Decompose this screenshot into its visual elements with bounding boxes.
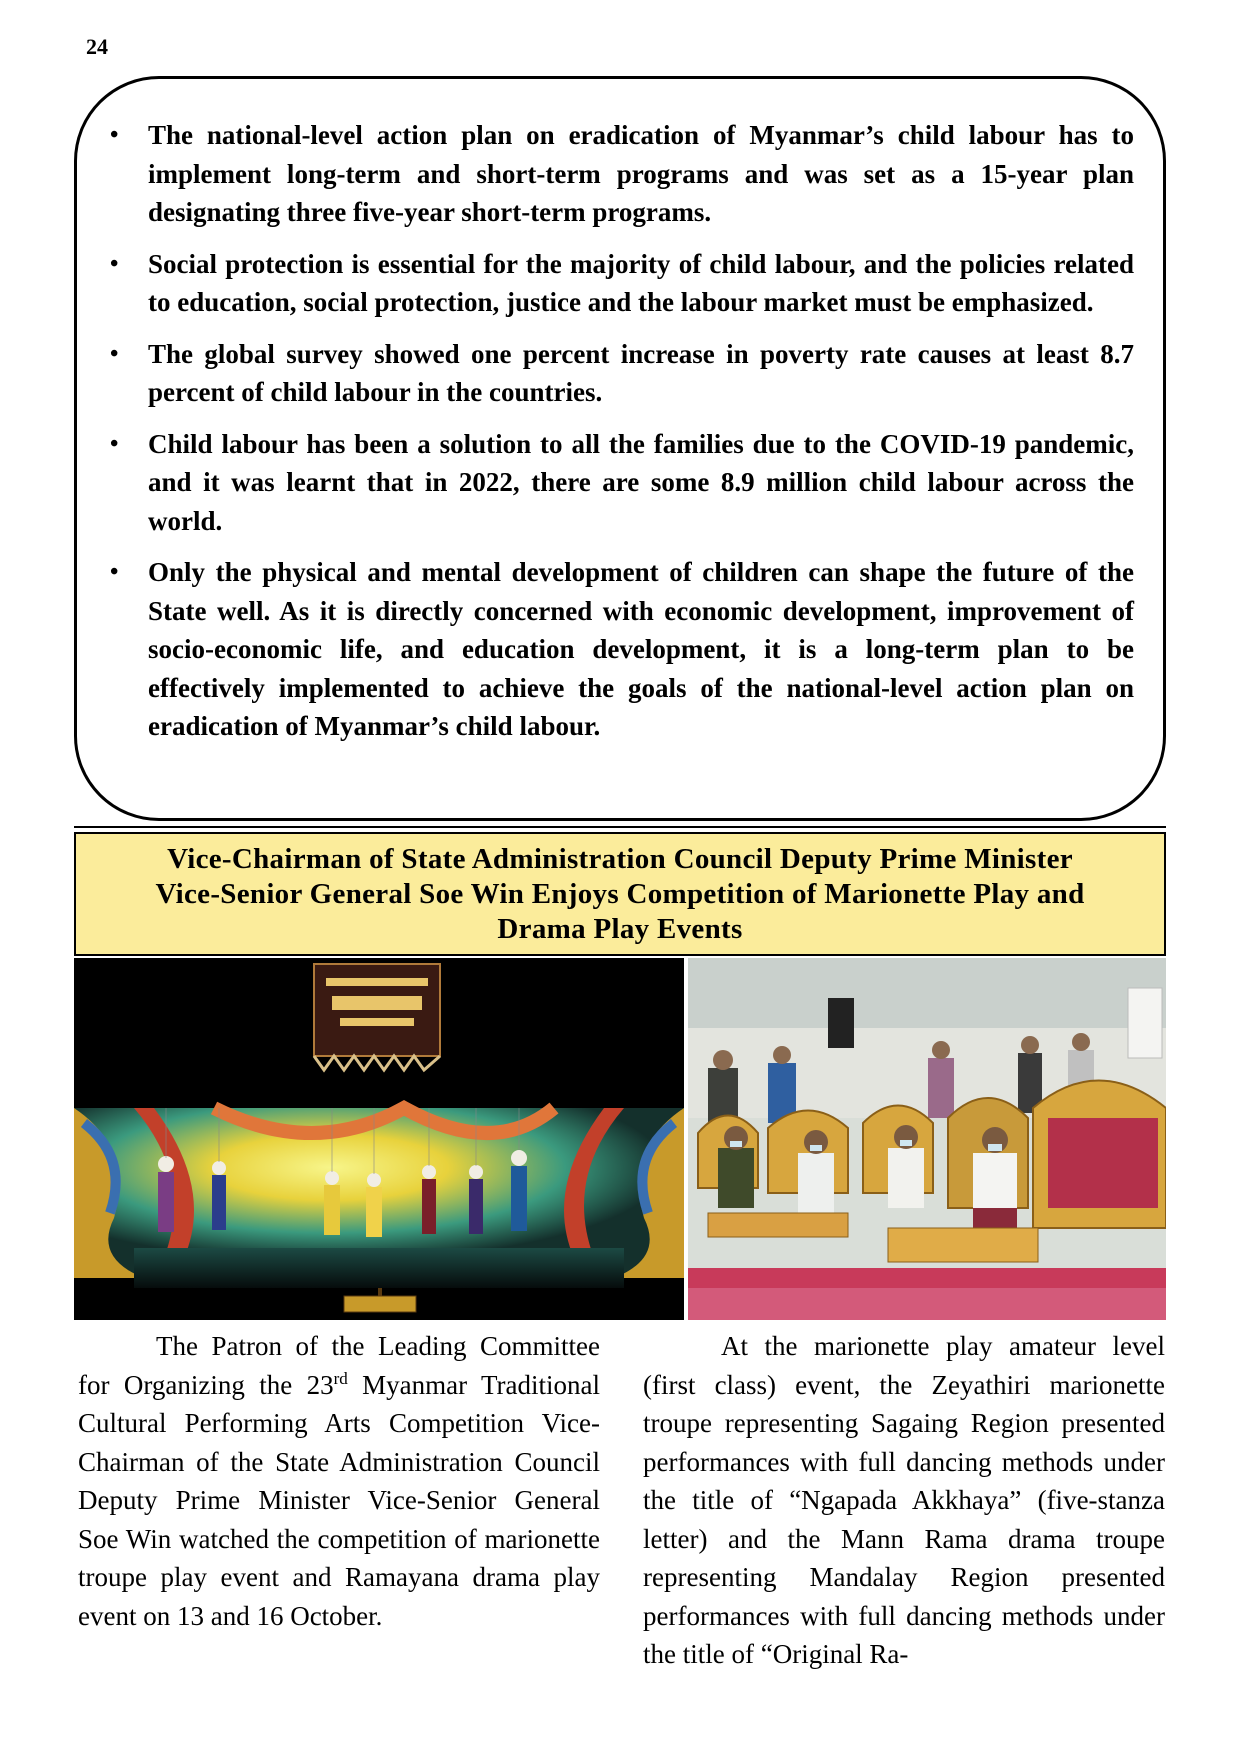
article-column-1	[78, 1327, 600, 1635]
key-point-5: • Only the physical and mental development of children can shape the future of the State well. As it is directly concerned with economic development, improvement of socio-economic life, and education development, it is a long-term plan to be effectively implemented to achieve the goals of the national-level action plan on eradication of Myanmar’s child labour.	[148, 553, 1134, 746]
paragraph-1-text: The Patron of the Leading Committee for Organizing the 23	[78, 1331, 600, 1400]
article-paragraph-2: At the marionette play amateur level (first class) event, the Zeyathiri marionette troupe representing Sagaing Region presented performances with full dancing methods under the title of “Ngapada Akkhaya” (five-stanza letter) and the Mann Rama drama troupe representing Mandalay Region presented performances with full dancing methods under the title of “Original Ra-	[643, 1331, 1165, 1669]
article-column-2	[643, 1327, 1165, 1674]
headline-line-3: Drama Play Events	[497, 912, 743, 945]
page-number: 24	[86, 34, 108, 59]
article-paragraph-1	[78, 1327, 600, 1635]
key-point-2: • Social protection is essential for the majority of child labour, and the policies related to education, social protection, justice and the labour market must be emphasized.	[148, 245, 1134, 322]
headline-line-1: Vice-Chairman of State Administration Council Deputy Prime Minister	[167, 842, 1073, 875]
article-headline-box	[74, 832, 1166, 956]
officials-audience-photo	[688, 958, 1166, 1320]
key-point-4: • Child labour has been a solution to all the families due to the COVID-19 pandemic, and it was learnt that in 2022, there are some 8.9 million child labour across the world.	[148, 425, 1134, 541]
ordinal-suffix: rd	[333, 1368, 348, 1388]
key-points-list	[148, 116, 1134, 759]
marionette-stage-photo	[74, 958, 684, 1320]
key-point-1: • The national-level action plan on eradication of Myanmar’s child labour has to implement long-term and short-term programs and was set as a 15-year plan designating three five-year short-term programs.	[148, 116, 1134, 232]
paragraph-1-text-cont: Myanmar Traditional Cultural Performing Arts Competition Vice-Chairman of the State Administration Council Deputy Prime Minister Vice-Senior General Soe Win watched the competition of marionette troupe play event and Ramayana drama play event on 13 and 16 October.	[78, 1369, 600, 1631]
section-divider	[74, 826, 1166, 828]
headline-line-2: Vice-Senior General Soe Win Enjoys Competition of Marionette Play and	[155, 877, 1085, 910]
key-point-3: • The global survey showed one percent increase in poverty rate causes at least 8.7 percent of child labour in the countries.	[148, 335, 1134, 412]
article-headline	[155, 842, 1084, 947]
